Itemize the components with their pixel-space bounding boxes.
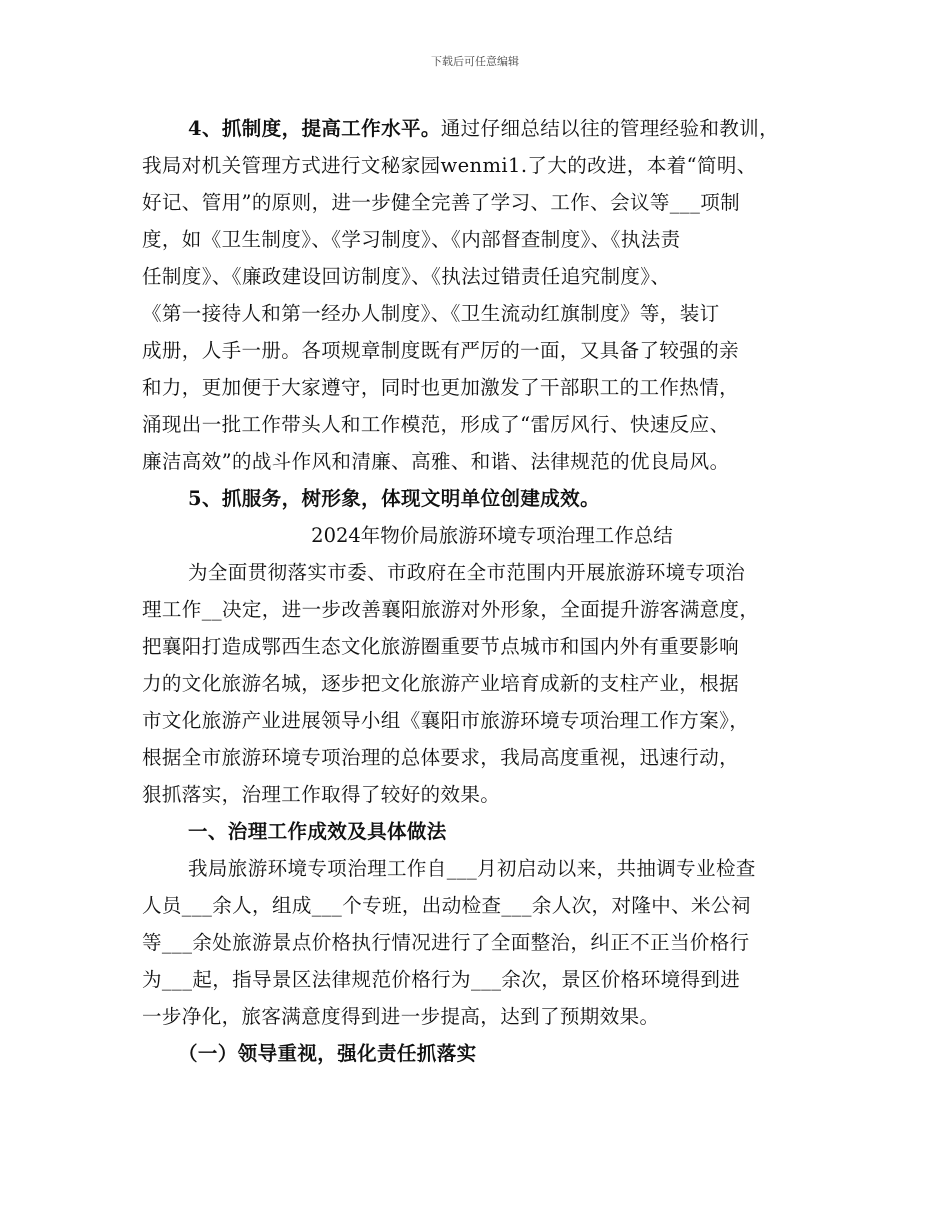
paragraph-4-text: 通过仔细总结以往的管理经验和教训， <box>440 117 780 140</box>
paragraph-4-line: 和力，更加便于大家遵守，同时也更加激发了干部职工的工作热情， <box>142 376 740 399</box>
paragraph-5-heading: 5、抓服务，树形象，体现文明单位创建成效。 <box>188 487 600 510</box>
section-1-line: 我局旅游环境专项治理工作自___月初启动以来，共抽调专业检查 <box>188 857 756 880</box>
intro-line: 狠抓落实，治理工作取得了较好的效果。 <box>142 783 501 806</box>
intro-line: 为全面贯彻落实市委、市政府在全市范围内开展旅游环境专项治 <box>188 561 746 584</box>
paragraph-4-line: 廉洁高效”的战斗作风和清廉、高雅、和谐、法律规范的优良局风。 <box>142 450 730 473</box>
subheading-1: （一）领导重视，强化责任抓落实 <box>178 1042 477 1065</box>
paragraph-4-line: 度，如《卫生制度》、《学习制度》、《内部督查制度》、《执法责 <box>142 228 681 251</box>
paragraph-4-line: 涌现出一批工作带头人和工作模范，形成了“雷厉风行、快速反应、 <box>142 413 730 436</box>
paragraph-4-line: 好记、管用”的原则，进一步健全完善了学习、工作、会议等___项制 <box>142 191 741 214</box>
paragraph-4-line: 《第一接待人和第一经办人制度》、《卫生流动红旗制度》等，装订 <box>142 302 720 325</box>
paragraph-4-line: 我局对机关管理方式进行文秘家园wenmi1.了大的改进，本着“简明、 <box>142 154 757 177</box>
page-header: 下载后可任意编辑 <box>431 55 519 68</box>
document-body <box>142 110 842 1072</box>
article-title: 2024年物价局旅游环境专项治理工作总结 <box>311 524 673 547</box>
intro-line: 把襄阳打造成鄂西生态文化旅游圈重要节点城市和国内外有重要影响 <box>142 635 740 658</box>
paragraph-4-line: 成册，人手一册。各项规章制度既有严厉的一面，又具备了较强的亲 <box>142 339 740 362</box>
paragraph-4-heading: 4、抓制度，提高工作水平。 <box>188 117 441 140</box>
paragraph-4-line: 任制度》、《廉政建设回访制度》、《执法过错责任追究制度》、 <box>142 265 671 288</box>
intro-line: 市文化旅游产业进展领导小组《襄阳市旅游环境专项治理工作方案》， <box>142 709 750 732</box>
section-1-line: 人员___余人，组成___个专班，出动检查___余人次，对隆中、米公祠 <box>142 894 751 917</box>
section-1-line: 一步净化，旅客满意度得到进一步提高，达到了预期效果。 <box>142 1005 660 1028</box>
intro-line: 力的文化旅游名城，逐步把文化旅游产业培育成新的支柱产业，根据 <box>142 672 740 695</box>
intro-line: 理工作__决定，进一步改善襄阳旅游对外形象，全面提升游客满意度， <box>142 598 760 621</box>
section-heading-1: 一、治理工作成效及具体做法 <box>188 820 447 843</box>
section-1-line: 等___余处旅游景点价格执行情况进行了全面整治，纠正不正当价格行 <box>142 931 750 954</box>
paragraph-4-first-line <box>142 110 842 147</box>
intro-line: 根据全市旅游环境专项治理的总体要求，我局高度重视，迅速行动， <box>142 746 740 769</box>
section-1-line: 为___起，指导景区法律规范价格行为___余次，景区价格环境得到进 <box>142 968 741 991</box>
